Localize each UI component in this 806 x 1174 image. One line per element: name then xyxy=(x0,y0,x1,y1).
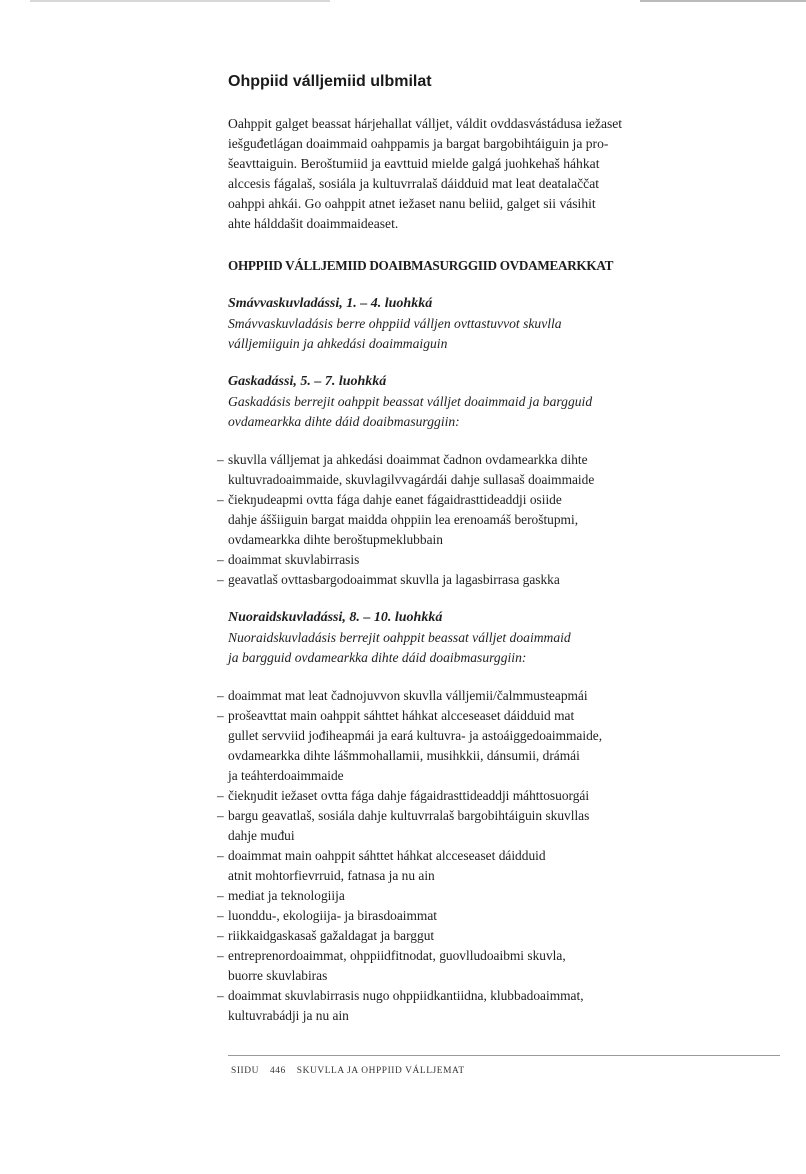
dash-bullet-icon: – xyxy=(217,688,224,703)
level-description xyxy=(228,628,648,668)
list-item xyxy=(217,926,648,946)
list-item-line: čiekŋudit iežaset ovtta fága dahje fágaidrasttideaddji máhttosuorgái xyxy=(228,788,590,803)
dash-bullet-icon: – xyxy=(217,492,224,507)
list-item-line: kultuvrabádji ja nu ain xyxy=(228,1008,349,1023)
list-item xyxy=(217,806,648,846)
list-item-line: bargu geavatlaš, sosiála dahje kultuvrralaš bargobihtáiguin skuvllas xyxy=(228,808,590,823)
list-item-line: doaimmat main oahppit sáhttet háhkat alcceseaset dáidduid xyxy=(228,848,546,863)
list-item-line: skuvlla válljemat ja ahkedási doaimmat čadnon ovdamearkka dihte xyxy=(228,452,588,467)
footer-rule xyxy=(228,1055,780,1056)
level-title: Gaskadássi, 5. – 7. luohkká xyxy=(228,374,387,389)
list-item-line: entreprenordoaimmat, ohppiidfitnodat, guovlludoaibmi skuvla, xyxy=(228,948,566,963)
level-title: Smávvaskuvladássi, 1. – 4. luohkká xyxy=(228,296,433,311)
list-item-line: luonddu-, ekologiija- ja birasdoaimmat xyxy=(228,908,437,923)
dash-bullet-icon: – xyxy=(217,988,224,1003)
page-title: Ohppiid válljemiid ulbmilat xyxy=(228,73,432,90)
list-item xyxy=(217,490,648,550)
list-item xyxy=(217,706,648,786)
list-item xyxy=(217,906,648,926)
dash-bullet-icon: – xyxy=(217,452,224,467)
description-line: Gaskadásis berrejit oahppit beassat válljet doaimmaid ja bargguid xyxy=(228,394,593,409)
page-content xyxy=(217,72,648,1026)
list-item-line: dahje muđui xyxy=(228,828,295,843)
dash-bullet-icon: – xyxy=(217,808,224,823)
list-item-line: doaimmat mat leat čadnojuvvon skuvlla válljemii/čalmmusteapmái xyxy=(228,688,588,703)
list-item xyxy=(217,946,648,986)
list-item-line: ja teáhterdoaimmaide xyxy=(228,768,344,783)
list-item-line: riikkaidgaskasaš gažaldagat ja barggut xyxy=(228,928,435,943)
list-item-line: dahje áššiiguin bargat maidda ohppiin lea erenoamáš beroštupmi, xyxy=(228,512,579,527)
section-heading: OHPPIID VÁLLJEMIID DOAIBMASURGGIID OVDAMEARKKAT xyxy=(228,258,614,273)
dash-bullet-icon: – xyxy=(217,552,224,567)
level-title: Nuoraidskuvladássi, 8. – 10. luohkká xyxy=(228,610,443,625)
description-line: ja bargguid ovdamearkka dihte dáid doaibmasurggiin: xyxy=(228,650,527,665)
intro-line: šeavttaiguin. Beroštumiid ja eavttuid mielde galgá juohkehaš háhkat xyxy=(228,156,600,171)
description-line: válljemiiguin ja ahkedási doaimmaiguin xyxy=(228,336,448,351)
level-description xyxy=(228,314,648,354)
top-edge-rule-right xyxy=(640,0,806,2)
list-item-line: geavatlaš ovttasbargodoaimmat skuvlla ja lagasbirrasa gaskka xyxy=(228,572,560,587)
dash-bullet-icon: – xyxy=(217,888,224,903)
list-item-line: ovdamearkka dihte beroštupmeklubbain xyxy=(228,532,443,547)
description-line: ovdamearkka dihte dáid doaibmasurggiin: xyxy=(228,414,460,429)
list-item-line: prošeavttat main oahppit sáhttet háhkat alcceseaset dáidduid mat xyxy=(228,708,575,723)
page-number: 446 xyxy=(269,1066,286,1076)
intro-line: Oahppit galget beassat hárjehallat válljet, váldit ovddasvástádusa iežaset xyxy=(228,116,623,131)
list-item-line: buorre skuvlabiras xyxy=(228,968,328,983)
list-item xyxy=(217,570,648,590)
list-item-line: ovdamearkka dihte lášmmohallamii, musihkkii, dánsumii, drámái xyxy=(228,748,580,763)
list-item xyxy=(217,550,648,570)
dash-bullet-icon: – xyxy=(217,928,224,943)
intro-line: alccesis fágalaš, sosiála ja kultuvrralaš dáidduid mat leat deatalaččat xyxy=(228,176,600,191)
list-item-line: doaimmat skuvlabirrasis nugo ohppiidkantiidna, klubbadoaimmat, xyxy=(228,988,584,1003)
intro-line: oahppi ahkái. Go oahppit atnet iežaset nanu beliid, galget sii vásihit xyxy=(228,196,596,211)
list-item-line: gullet servviid jođiheapmái ja eará kultuvra- ja astoáiggedoaimmaide, xyxy=(228,728,603,743)
intro-paragraph xyxy=(228,114,648,234)
list-item xyxy=(217,786,648,806)
list-item-line: čiekŋudeapmi ovtta fága dahje eanet fágaidrasttideaddji osiide xyxy=(228,492,562,507)
dash-bullet-icon: – xyxy=(217,848,224,863)
intro-line: ahte hálddašit doaimmaideaset. xyxy=(228,216,399,231)
level-blocks xyxy=(217,294,648,1026)
list-item xyxy=(217,846,648,886)
top-edge-rule xyxy=(30,0,330,2)
description-line: Nuoraidskuvladásis berrejit oahppit beassat válljet doaimmaid xyxy=(228,630,571,645)
list-item-line: kultuvradoaimmaide, skuvlagilvvagárdái dahje sullasaš doaimmaide xyxy=(228,472,595,487)
list-item xyxy=(217,986,648,1026)
activity-list xyxy=(217,686,648,1026)
description-line: Smávvaskuvladásis berre ohppiid válljen ovttastuvvot skuvlla xyxy=(228,316,562,331)
dash-bullet-icon: – xyxy=(217,908,224,923)
page-footer xyxy=(231,1066,473,1076)
list-item xyxy=(217,886,648,906)
list-item xyxy=(217,686,648,706)
list-item-line: doaimmat skuvlabirrasis xyxy=(228,552,360,567)
intro-line: iešguđetlágan doaimmaid oahppamis ja bargat bargobihtáiguin ja pro- xyxy=(228,136,609,151)
footer-label: SIIDU xyxy=(231,1066,259,1076)
dash-bullet-icon: – xyxy=(217,788,224,803)
list-item-line: atnit mohtorfievrruid, fatnasa ja nu ain xyxy=(228,868,435,883)
dash-bullet-icon: – xyxy=(217,708,224,723)
list-item-line: mediat ja teknologiija xyxy=(228,888,345,903)
list-item xyxy=(217,450,648,490)
activity-list xyxy=(217,450,648,590)
level-description xyxy=(228,392,648,432)
dash-bullet-icon: – xyxy=(217,572,224,587)
dash-bullet-icon: – xyxy=(217,948,224,963)
book-title: SKUVLLA JA OHPPIID VÁLLJEMAT xyxy=(296,1066,465,1076)
